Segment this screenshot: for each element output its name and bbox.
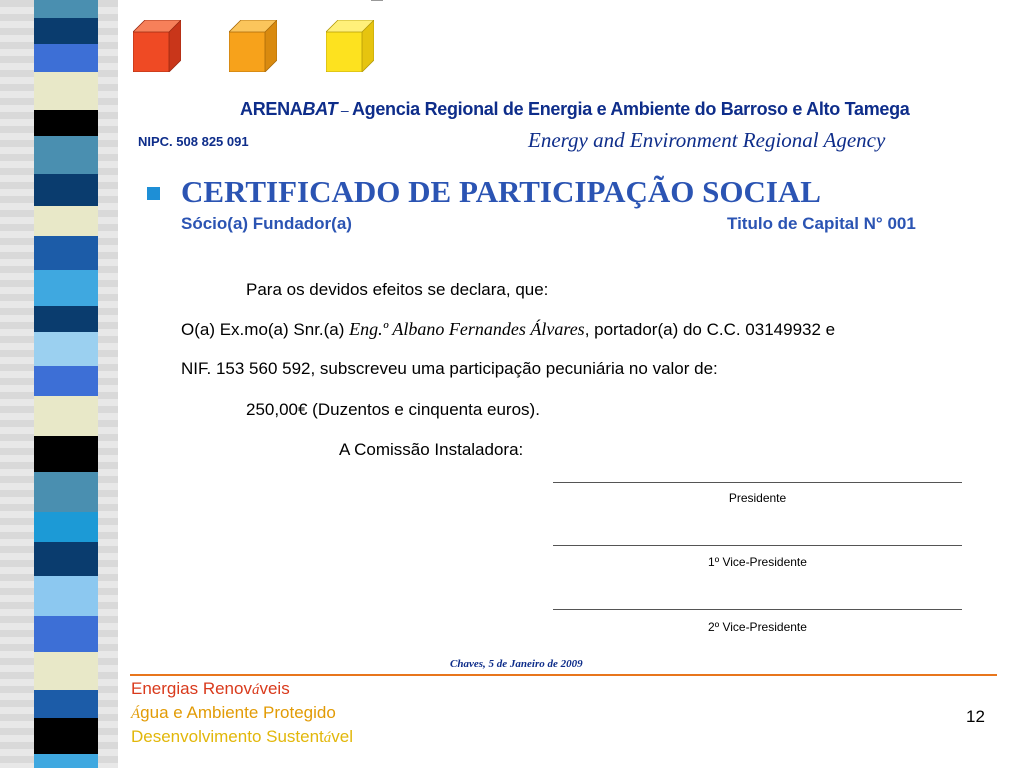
footer-renewable-energy bbox=[131, 679, 290, 699]
sidebar-color-block bbox=[34, 472, 98, 512]
sidebar-color-block bbox=[34, 718, 98, 754]
sidebar-color-block bbox=[34, 136, 98, 174]
sidebar-color-block bbox=[34, 652, 98, 690]
orange-cube-icon bbox=[229, 20, 277, 72]
decorative-sidebar bbox=[0, 0, 118, 768]
capital-title: Titulo de Capital N° 001 bbox=[727, 214, 916, 233]
sidebar-color-block bbox=[34, 512, 98, 542]
sidebar-color-block bbox=[34, 236, 98, 270]
org-name: Agencia Regional de Energia e Ambiente do Barroso e Alto Tamega bbox=[351, 99, 910, 119]
committee-label: A Comissão Instaladora: bbox=[339, 440, 524, 459]
holder-name: Eng.º Albano Fernandes Álvares bbox=[349, 319, 585, 339]
org-arena: ARENA bbox=[240, 99, 303, 119]
footer-text-part: gua e Ambiente Protegido bbox=[140, 703, 336, 722]
signature-label-vice-president-2: 2º Vice-Presidente bbox=[708, 620, 807, 634]
nipc-number: NIPC. 508 825 091 bbox=[138, 134, 249, 149]
bullet-square-icon bbox=[147, 187, 160, 200]
footer-accent-letter: á bbox=[323, 730, 332, 746]
footer-accent-letter: Á bbox=[131, 706, 141, 722]
sidebar-color-block bbox=[34, 206, 98, 236]
org-dash: – bbox=[337, 102, 352, 118]
yellow-cube-icon bbox=[326, 20, 374, 72]
certificate-title: CERTIFICADO DE PARTICIPAÇÃO SOCIAL bbox=[181, 174, 821, 209]
sidebar-color-block bbox=[34, 436, 98, 472]
declaration-holder bbox=[181, 319, 835, 340]
footer-text-part: Energias Renov bbox=[131, 679, 252, 698]
sidebar-color-block bbox=[34, 174, 98, 206]
sidebar-color-block bbox=[34, 0, 98, 18]
org-bat: BAT bbox=[302, 99, 338, 119]
footer-text-part: Desenvolvimento Sustent bbox=[131, 727, 324, 746]
red-cube-icon bbox=[133, 20, 181, 72]
decorative-color-column bbox=[34, 0, 98, 768]
declaration-nif: NIF. 153 560 592, subscreveu uma participação pecuniária no valor de: bbox=[181, 359, 718, 378]
footer-text-part: veis bbox=[259, 679, 290, 698]
footer-text-part: vel bbox=[331, 727, 354, 746]
signature-line-vice-president-1 bbox=[553, 545, 962, 546]
page-number: 12 bbox=[966, 707, 985, 726]
certificate-date: Chaves, 5 de Janeiro de 2009 bbox=[450, 658, 583, 670]
footer-water-environment bbox=[131, 703, 336, 723]
sidebar-color-block bbox=[34, 690, 98, 718]
signature-label-vice-president-1: 1º Vice-Presidente bbox=[708, 555, 807, 569]
sidebar-color-block bbox=[34, 754, 98, 768]
signature-label-president: Presidente bbox=[728, 491, 787, 505]
sidebar-color-block bbox=[34, 396, 98, 436]
sidebar-color-block bbox=[34, 332, 98, 366]
member-type: Sócio(a) Fundador(a) bbox=[181, 214, 352, 233]
sidebar-color-block bbox=[34, 616, 98, 652]
sidebar-color-block bbox=[34, 44, 98, 72]
footer-divider bbox=[130, 674, 997, 676]
sidebar-color-block bbox=[34, 72, 98, 110]
footer-accent-letter: á bbox=[251, 682, 260, 698]
declaration-amount: 250,00€ (Duzentos e cinquenta euros). bbox=[246, 400, 540, 419]
sidebar-color-block bbox=[34, 18, 98, 44]
sidebar-color-block bbox=[34, 306, 98, 332]
organization-title bbox=[240, 99, 910, 120]
sidebar-color-block bbox=[34, 576, 98, 616]
sidebar-color-block bbox=[34, 542, 98, 576]
top-mark bbox=[371, 0, 383, 1]
holder-suffix: , portador(a) do C.C. 03149932 e bbox=[584, 320, 836, 339]
footer-sustainable-development bbox=[131, 727, 353, 747]
holder-prefix: O(a) Ex.mo(a) Snr.(a) bbox=[181, 320, 350, 339]
sidebar-color-block bbox=[34, 366, 98, 396]
sidebar-color-block bbox=[34, 270, 98, 306]
signature-line-president bbox=[553, 482, 962, 483]
organization-subtitle: Energy and Environment Regional Agency bbox=[528, 128, 886, 152]
sidebar-color-block bbox=[34, 110, 98, 136]
declaration-intro: Para os devidos efeitos se declara, que: bbox=[246, 280, 549, 299]
signature-line-vice-president-2 bbox=[553, 609, 962, 610]
